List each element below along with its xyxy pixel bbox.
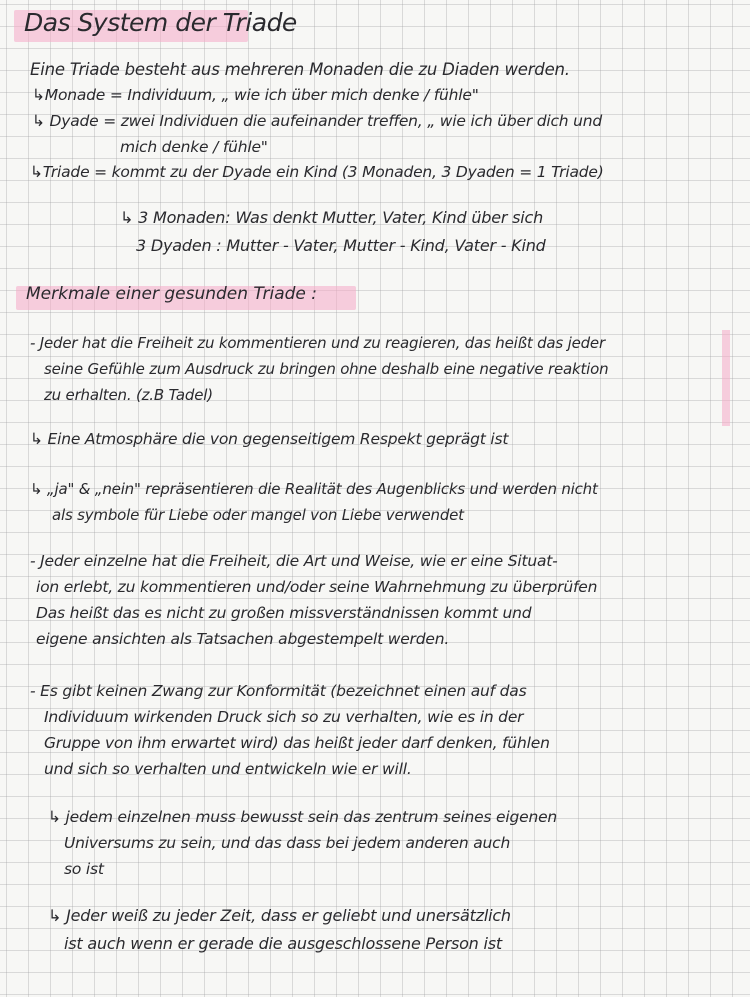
text-line: Eine Triade besteht aus mehreren Monaden die zu Diaden werden. bbox=[30, 60, 570, 79]
text-line: ↳ Eine Atmosphäre die von gegenseitigem Respekt geprägt ist bbox=[30, 430, 509, 448]
text-line: ↳ 3 Monaden: Was denkt Mutter, Vater, Kind über sich bbox=[120, 208, 544, 227]
text-line: als symbole für Liebe oder mangel von Liebe verwendet bbox=[52, 506, 464, 524]
text-line: ↳ Jeder weiß zu jeder Zeit, dass er geliebt und unersätzlich bbox=[48, 906, 511, 925]
text-line: Individuum wirkenden Druck sich so zu verhalten, wie es in der bbox=[44, 708, 524, 726]
text-line: eigene ansichten als Tatsachen abgestempelt werden. bbox=[36, 630, 450, 648]
section-heading: Merkmale einer gesunden Triade : bbox=[26, 284, 317, 304]
page-title: Das System der Triade bbox=[24, 8, 297, 37]
text-line: mich denke / fühle" bbox=[120, 138, 268, 156]
text-line: und sich so verhalten und entwickeln wie er will. bbox=[44, 760, 412, 778]
text-line: - Jeder hat die Freiheit zu kommentieren und zu reagieren, das heißt das jeder bbox=[30, 334, 605, 352]
text-line: - Jeder einzelne hat die Freiheit, die Art und Weise, wie er eine Situat- bbox=[30, 552, 558, 570]
text-line: so ist bbox=[64, 860, 104, 878]
text-line: ↳Triade = kommt zu der Dyade ein Kind (3 Monaden, 3 Dyaden = 1 Triade) bbox=[30, 163, 604, 181]
text-line: ↳ „ja" & „nein" repräsentieren die Realität des Augenblicks und werden nicht bbox=[30, 480, 598, 498]
text-line: Universums zu sein, und das dass bei jedem anderen auch bbox=[64, 834, 511, 852]
text-line: seine Gefühle zum Ausdruck zu bringen ohne deshalb eine negative reaktion bbox=[44, 360, 609, 378]
text-line: Gruppe von ihm erwartet wird) das heißt jeder darf denken, fühlen bbox=[44, 734, 550, 752]
text-line: ↳ Dyade = zwei Individuen die aufeinander treffen, „ wie ich über dich und bbox=[32, 112, 603, 130]
text-line: - Es gibt keinen Zwang zur Konformität (bezeichnet einen auf das bbox=[30, 682, 527, 700]
text-line: Das heißt das es nicht zu großen missverständnissen kommt und bbox=[36, 604, 532, 622]
text-line: zu erhalten. (z.B Tadel) bbox=[44, 386, 213, 404]
text-line: ↳Monade = Individuum, „ wie ich über mich denke / fühle" bbox=[32, 86, 479, 104]
text-line: ion erlebt, zu kommentieren und/oder seine Wahrnehmung zu überprüfen bbox=[36, 578, 598, 596]
text-line: 3 Dyaden : Mutter - Vater, Mutter - Kind, Vater - Kind bbox=[136, 236, 546, 255]
margin-highlight-bar bbox=[722, 330, 730, 426]
text-line: ↳ jedem einzelnen muss bewusst sein das zentrum seines eigenen bbox=[48, 808, 558, 826]
text-line: ist auch wenn er gerade die ausgeschlossene Person ist bbox=[64, 934, 502, 953]
